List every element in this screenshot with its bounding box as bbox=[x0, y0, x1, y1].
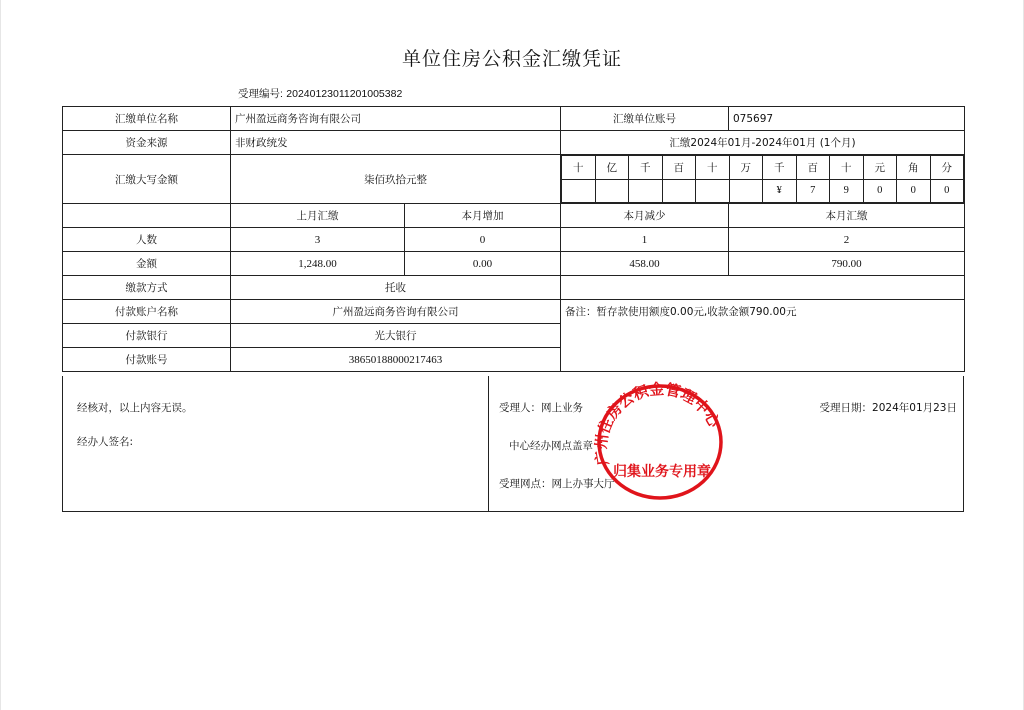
serial-label: 受理编号: bbox=[238, 88, 283, 100]
serial-number bbox=[238, 86, 402, 101]
people-label: 人数 bbox=[63, 228, 231, 252]
digit-value-6: ¥ bbox=[763, 179, 797, 203]
serial-value: 20240123011201005382 bbox=[286, 88, 403, 100]
digit-header-3: 百 bbox=[662, 156, 696, 180]
digit-value-4 bbox=[696, 179, 730, 203]
row-fund-source bbox=[63, 131, 965, 155]
people-last-month: 3 bbox=[231, 228, 405, 252]
footer-divider bbox=[488, 376, 489, 511]
unit-name-label: 汇缴单位名称 bbox=[63, 107, 231, 131]
summary-header-decrease: 本月减少 bbox=[561, 204, 729, 228]
money-last-month: 1,248.00 bbox=[231, 252, 405, 276]
digit-header-10: 角 bbox=[897, 156, 931, 180]
row-method bbox=[63, 276, 965, 300]
money-label: 金额 bbox=[63, 252, 231, 276]
seal-inner-text: 归集业务专用章 bbox=[613, 464, 711, 480]
digit-value-5 bbox=[729, 179, 763, 203]
row-payer-name bbox=[63, 300, 965, 324]
account-value: 38650188000217463 bbox=[231, 348, 561, 372]
remark: 备注：暂存款使用额度0.00元,收款金额790.00元 bbox=[561, 300, 965, 372]
receive-date: 受理日期：2024年01月23日 bbox=[819, 402, 957, 414]
voucher-table bbox=[62, 106, 965, 372]
payment-method-label: 缴款方式 bbox=[63, 276, 231, 300]
digit-header-11: 分 bbox=[930, 156, 964, 180]
amount-in-words: 柒佰玖拾元整 bbox=[231, 155, 561, 204]
digit-value-1 bbox=[595, 179, 629, 203]
account-label: 付款账号 bbox=[63, 348, 231, 372]
digit-value-0 bbox=[562, 179, 596, 203]
money-this-month: 790.00 bbox=[729, 252, 965, 276]
official-seal bbox=[590, 380, 730, 505]
seal-outer-text: 广州住房公积金管理中心 bbox=[591, 380, 724, 467]
summary-corner bbox=[63, 204, 231, 228]
digit-value-2 bbox=[629, 179, 663, 203]
method-blank bbox=[561, 276, 965, 300]
outlet-text: 受理网点：网上办事大厅 bbox=[499, 478, 615, 490]
digit-header-9: 元 bbox=[863, 156, 897, 180]
row-money bbox=[63, 252, 965, 276]
digit-value-10: 0 bbox=[897, 179, 931, 203]
row-unit bbox=[63, 107, 965, 131]
digit-value-9: 0 bbox=[863, 179, 897, 203]
summary-header-increase: 本月增加 bbox=[405, 204, 561, 228]
unit-name-value: 广州盈远商务咨询有限公司 bbox=[231, 107, 561, 131]
verified-text: 经核对，以上内容无误。 bbox=[77, 402, 193, 414]
unit-account-label: 汇缴单位账号 bbox=[561, 107, 729, 131]
digit-header-0: 十 bbox=[562, 156, 596, 180]
summary-header-this-month: 本月汇缴 bbox=[729, 204, 965, 228]
unit-account-value: 075697 bbox=[729, 107, 965, 131]
money-increase: 0.00 bbox=[405, 252, 561, 276]
amount-digits-cell bbox=[561, 155, 965, 204]
payer-name-label: 付款账户名称 bbox=[63, 300, 231, 324]
row-summary-head bbox=[63, 204, 965, 228]
digit-header-5: 万 bbox=[729, 156, 763, 180]
money-decrease: 458.00 bbox=[561, 252, 729, 276]
period-value: 汇缴2024年01月-2024年01月 (1个月) bbox=[561, 131, 965, 155]
row-people bbox=[63, 228, 965, 252]
summary-header-last-month: 上月汇缴 bbox=[231, 204, 405, 228]
fund-source-label: 资金来源 bbox=[63, 131, 231, 155]
digit-header-2: 千 bbox=[629, 156, 663, 180]
payer-name-value: 广州盈远商务咨询有限公司 bbox=[231, 300, 561, 324]
fund-source-value: 非财政统发 bbox=[231, 131, 561, 155]
people-increase: 0 bbox=[405, 228, 561, 252]
digit-header-6: 千 bbox=[763, 156, 797, 180]
digit-value-7: 7 bbox=[796, 179, 830, 203]
row-amount bbox=[63, 155, 965, 204]
digit-header-7: 百 bbox=[796, 156, 830, 180]
bank-value: 光大银行 bbox=[231, 324, 561, 348]
receiver-text: 受理人：网上业务 bbox=[499, 402, 583, 414]
digit-header-1: 亿 bbox=[595, 156, 629, 180]
payment-method-value: 托收 bbox=[231, 276, 561, 300]
page-title: 单位住房公积金汇缴凭证 bbox=[401, 48, 622, 70]
handler-sign-label: 经办人签名: bbox=[77, 436, 134, 448]
bank-label: 付款银行 bbox=[63, 324, 231, 348]
amount-label: 汇缴大写金额 bbox=[63, 155, 231, 204]
footer-box bbox=[62, 376, 964, 512]
people-this-month: 2 bbox=[729, 228, 965, 252]
center-seal-label: 中心经办网点盖章 bbox=[509, 440, 593, 452]
digit-value-11: 0 bbox=[930, 179, 964, 203]
digit-header-4: 十 bbox=[696, 156, 730, 180]
people-decrease: 1 bbox=[561, 228, 729, 252]
amount-digit-grid bbox=[561, 155, 964, 203]
digit-value-8: 9 bbox=[830, 179, 864, 203]
digit-value-3 bbox=[662, 179, 696, 203]
digit-header-8: 十 bbox=[830, 156, 864, 180]
